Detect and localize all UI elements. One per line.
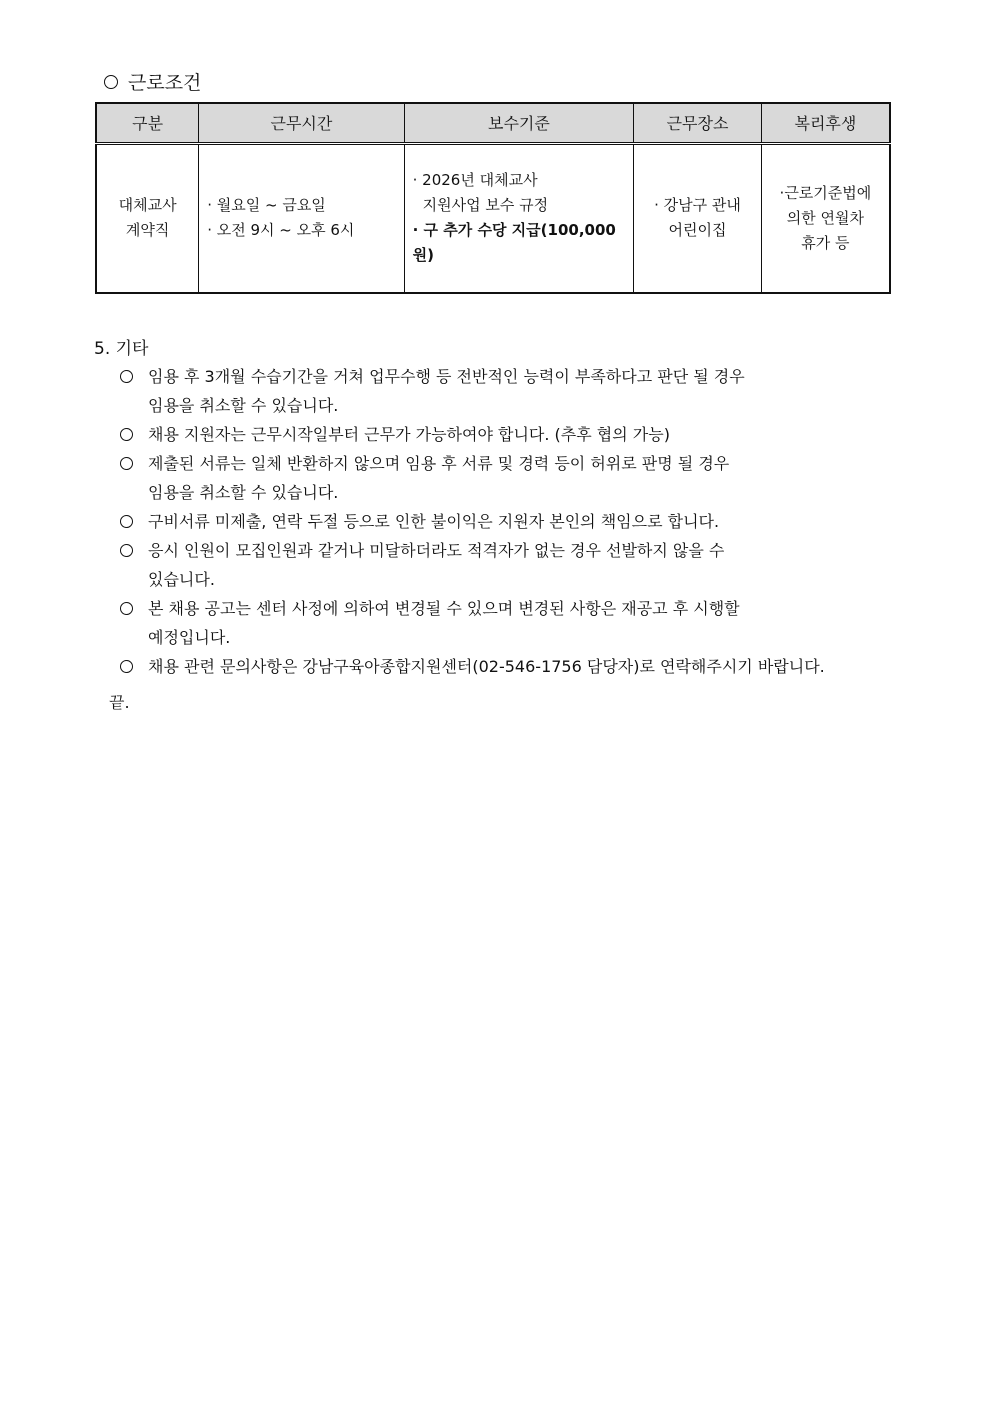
circle-bullet-icon [104, 75, 118, 89]
header-category: 구분 [96, 103, 199, 143]
table-header-row [96, 103, 890, 143]
circle-bullet-icon [120, 660, 133, 673]
header-welfare: 복리후생 [761, 103, 890, 143]
other-heading: 5. 기타 [94, 339, 149, 359]
cell-category: 대체교사 계약직 [96, 143, 199, 293]
list-item: 구비서류 미제출, 연락 두절 등으로 인한 불이익은 지원자 본인의 책임으로 합니다. [120, 507, 900, 536]
circle-bullet-icon [120, 457, 133, 470]
circle-bullet-icon [120, 428, 133, 441]
section-title-text: 근로조건 [128, 72, 202, 94]
list-item: 응시 인원이 모집인원과 같거나 미달하더라도 적격자가 없는 경우 선발하지 않을 수 있습니다. [120, 536, 900, 594]
table-row [96, 143, 890, 293]
circle-bullet-icon [120, 544, 133, 557]
cell-place: · 강남구 관내 어린이집 [634, 143, 762, 293]
list-item: 본 채용 공고는 센터 사정에 의하여 변경될 수 있으며 변경된 사항은 재공고 후 시행할 예정입니다. [120, 594, 900, 652]
cell-welfare: ·근로기준법에 의한 연월차 휴가 등 [761, 143, 890, 293]
end-mark: 끝. [109, 693, 130, 712]
circle-bullet-icon [120, 370, 133, 383]
list-item: 제출된 서류는 일체 반환하지 않으며 임용 후 서류 및 경력 등이 허위로 판명 될 경우 임용을 취소할 수 있습니다. [120, 449, 900, 507]
working-conditions-table [95, 102, 891, 294]
list-item: 임용 후 3개월 수습기간을 거쳐 업무수행 등 전반적인 능력이 부족하다고 판단 될 경우 임용을 취소할 수 있습니다. [120, 362, 900, 420]
header-place: 근무장소 [634, 103, 762, 143]
other-items-list [120, 362, 900, 681]
circle-bullet-icon [120, 602, 133, 615]
section-title [104, 68, 201, 95]
list-item: 채용 관련 문의사항은 강남구육아종합지원센터(02-546-1756 담당자)로 연락해주시기 바랍니다. [120, 652, 900, 681]
cell-hours: · 월요일 ~ 금요일 · 오전 9시 ~ 오후 6시 [199, 143, 404, 293]
header-pay: 보수기준 [404, 103, 634, 143]
cell-pay: · 2026년 대체교사 지원사업 보수 규정 · 구 추가 수당 지급(100,000원) [404, 143, 634, 293]
header-hours: 근무시간 [199, 103, 404, 143]
circle-bullet-icon [120, 515, 133, 528]
list-item: 채용 지원자는 근무시작일부터 근무가 가능하여야 합니다. (추후 협의 가능) [120, 420, 900, 449]
